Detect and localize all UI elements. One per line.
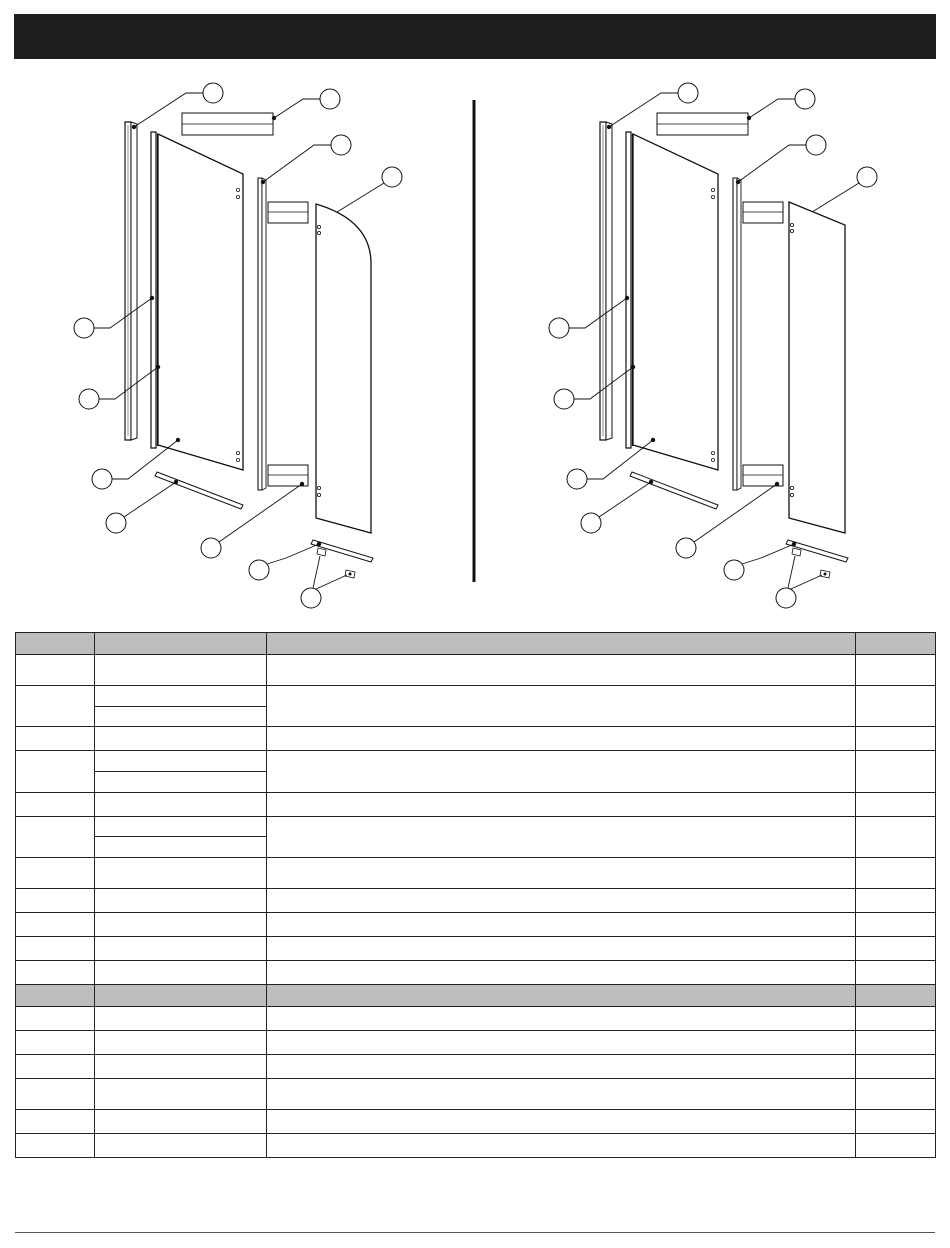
table-cell bbox=[16, 937, 95, 961]
table-cell bbox=[95, 1031, 267, 1055]
table-cell bbox=[267, 858, 856, 889]
table-cell bbox=[16, 913, 95, 937]
table-cell bbox=[95, 727, 267, 751]
table-cell bbox=[16, 1055, 95, 1079]
table-row bbox=[16, 727, 936, 751]
table-cell bbox=[267, 793, 856, 817]
table-cell bbox=[95, 1110, 267, 1134]
table-cell bbox=[856, 655, 936, 686]
table-row bbox=[16, 1110, 936, 1134]
table-cell bbox=[856, 858, 936, 889]
table-cell bbox=[267, 751, 856, 793]
table-cell bbox=[856, 817, 936, 858]
table-cell bbox=[267, 1031, 856, 1055]
table-cell bbox=[856, 1031, 936, 1055]
table-cell bbox=[16, 1134, 95, 1158]
table-cell bbox=[856, 751, 936, 793]
table-cell bbox=[267, 817, 856, 858]
table-cell bbox=[267, 889, 856, 913]
table-row bbox=[16, 913, 936, 937]
header-cell bbox=[16, 633, 95, 655]
table-cell bbox=[95, 1007, 267, 1031]
table-cell bbox=[95, 817, 267, 837]
table-subheader-row bbox=[16, 985, 936, 1007]
table-cell bbox=[267, 961, 856, 985]
table-cell bbox=[267, 1007, 856, 1031]
table-cell bbox=[856, 1007, 936, 1031]
table-row bbox=[16, 751, 936, 772]
header-bar bbox=[14, 14, 936, 59]
table-cell bbox=[95, 772, 267, 793]
table-cell bbox=[95, 707, 267, 727]
table-cell bbox=[16, 655, 95, 686]
table-cell bbox=[95, 837, 267, 858]
table-cell bbox=[267, 913, 856, 937]
table-cell bbox=[16, 1110, 95, 1134]
table-cell bbox=[95, 655, 267, 686]
table-cell bbox=[95, 751, 267, 772]
table-cell bbox=[16, 686, 95, 727]
curved-glass-panel bbox=[316, 204, 371, 533]
table-cell bbox=[856, 686, 936, 727]
table-cell bbox=[95, 1055, 267, 1079]
table-cell bbox=[95, 937, 267, 961]
table-cell bbox=[267, 686, 856, 727]
table-cell bbox=[267, 1079, 856, 1110]
table-cell bbox=[856, 913, 936, 937]
table-row bbox=[16, 889, 936, 913]
table-cell bbox=[267, 727, 856, 751]
table-cell bbox=[856, 727, 936, 751]
table-cell bbox=[95, 858, 267, 889]
table-cell bbox=[267, 1134, 856, 1158]
table-cell bbox=[856, 937, 936, 961]
table-row bbox=[16, 1031, 936, 1055]
table-cell bbox=[267, 1110, 856, 1134]
table-cell bbox=[95, 686, 267, 707]
assembly-variant-1 bbox=[74, 83, 402, 608]
table-cell bbox=[16, 1007, 95, 1031]
table-row bbox=[16, 1055, 936, 1079]
table-cell bbox=[95, 913, 267, 937]
header-cell bbox=[16, 985, 95, 1007]
table-cell bbox=[16, 889, 95, 913]
table-cell bbox=[16, 751, 95, 793]
table-cell bbox=[856, 1079, 936, 1110]
table-cell bbox=[16, 817, 95, 858]
table-header-row bbox=[16, 633, 936, 655]
table-row bbox=[16, 793, 936, 817]
table-cell bbox=[856, 889, 936, 913]
parts-table bbox=[15, 632, 936, 1158]
header-cell bbox=[95, 633, 267, 655]
table-cell bbox=[856, 1110, 936, 1134]
table-cell bbox=[16, 858, 95, 889]
table-cell bbox=[856, 961, 936, 985]
table-cell bbox=[856, 793, 936, 817]
table-cell bbox=[267, 1055, 856, 1079]
table-row bbox=[16, 858, 936, 889]
table-cell bbox=[267, 655, 856, 686]
table-cell bbox=[95, 1134, 267, 1158]
header-cell bbox=[267, 633, 856, 655]
table-row bbox=[16, 961, 936, 985]
table-row bbox=[16, 1079, 936, 1110]
table-row bbox=[16, 1007, 936, 1031]
table-cell bbox=[95, 1079, 267, 1110]
footer-rule bbox=[15, 1232, 935, 1233]
header-cell bbox=[95, 985, 267, 1007]
table-row bbox=[16, 817, 936, 837]
table-cell bbox=[856, 1134, 936, 1158]
header-cell bbox=[267, 985, 856, 1007]
table-cell bbox=[16, 727, 95, 751]
table-cell bbox=[95, 961, 267, 985]
table-row bbox=[16, 655, 936, 686]
table-cell bbox=[267, 937, 856, 961]
straight-glass-panel bbox=[789, 202, 845, 533]
table-row bbox=[16, 686, 936, 707]
table-cell bbox=[856, 1055, 936, 1079]
table-cell bbox=[16, 793, 95, 817]
table-row bbox=[16, 1134, 936, 1158]
exploded-assembly-diagram bbox=[0, 70, 950, 610]
header-cell bbox=[856, 633, 936, 655]
table-cell bbox=[16, 1079, 95, 1110]
table-row bbox=[16, 937, 936, 961]
header-cell bbox=[856, 985, 936, 1007]
table-cell bbox=[95, 793, 267, 817]
table-cell bbox=[16, 961, 95, 985]
table-cell bbox=[16, 1031, 95, 1055]
table-cell bbox=[95, 889, 267, 913]
assembly-variant-2 bbox=[549, 83, 877, 608]
